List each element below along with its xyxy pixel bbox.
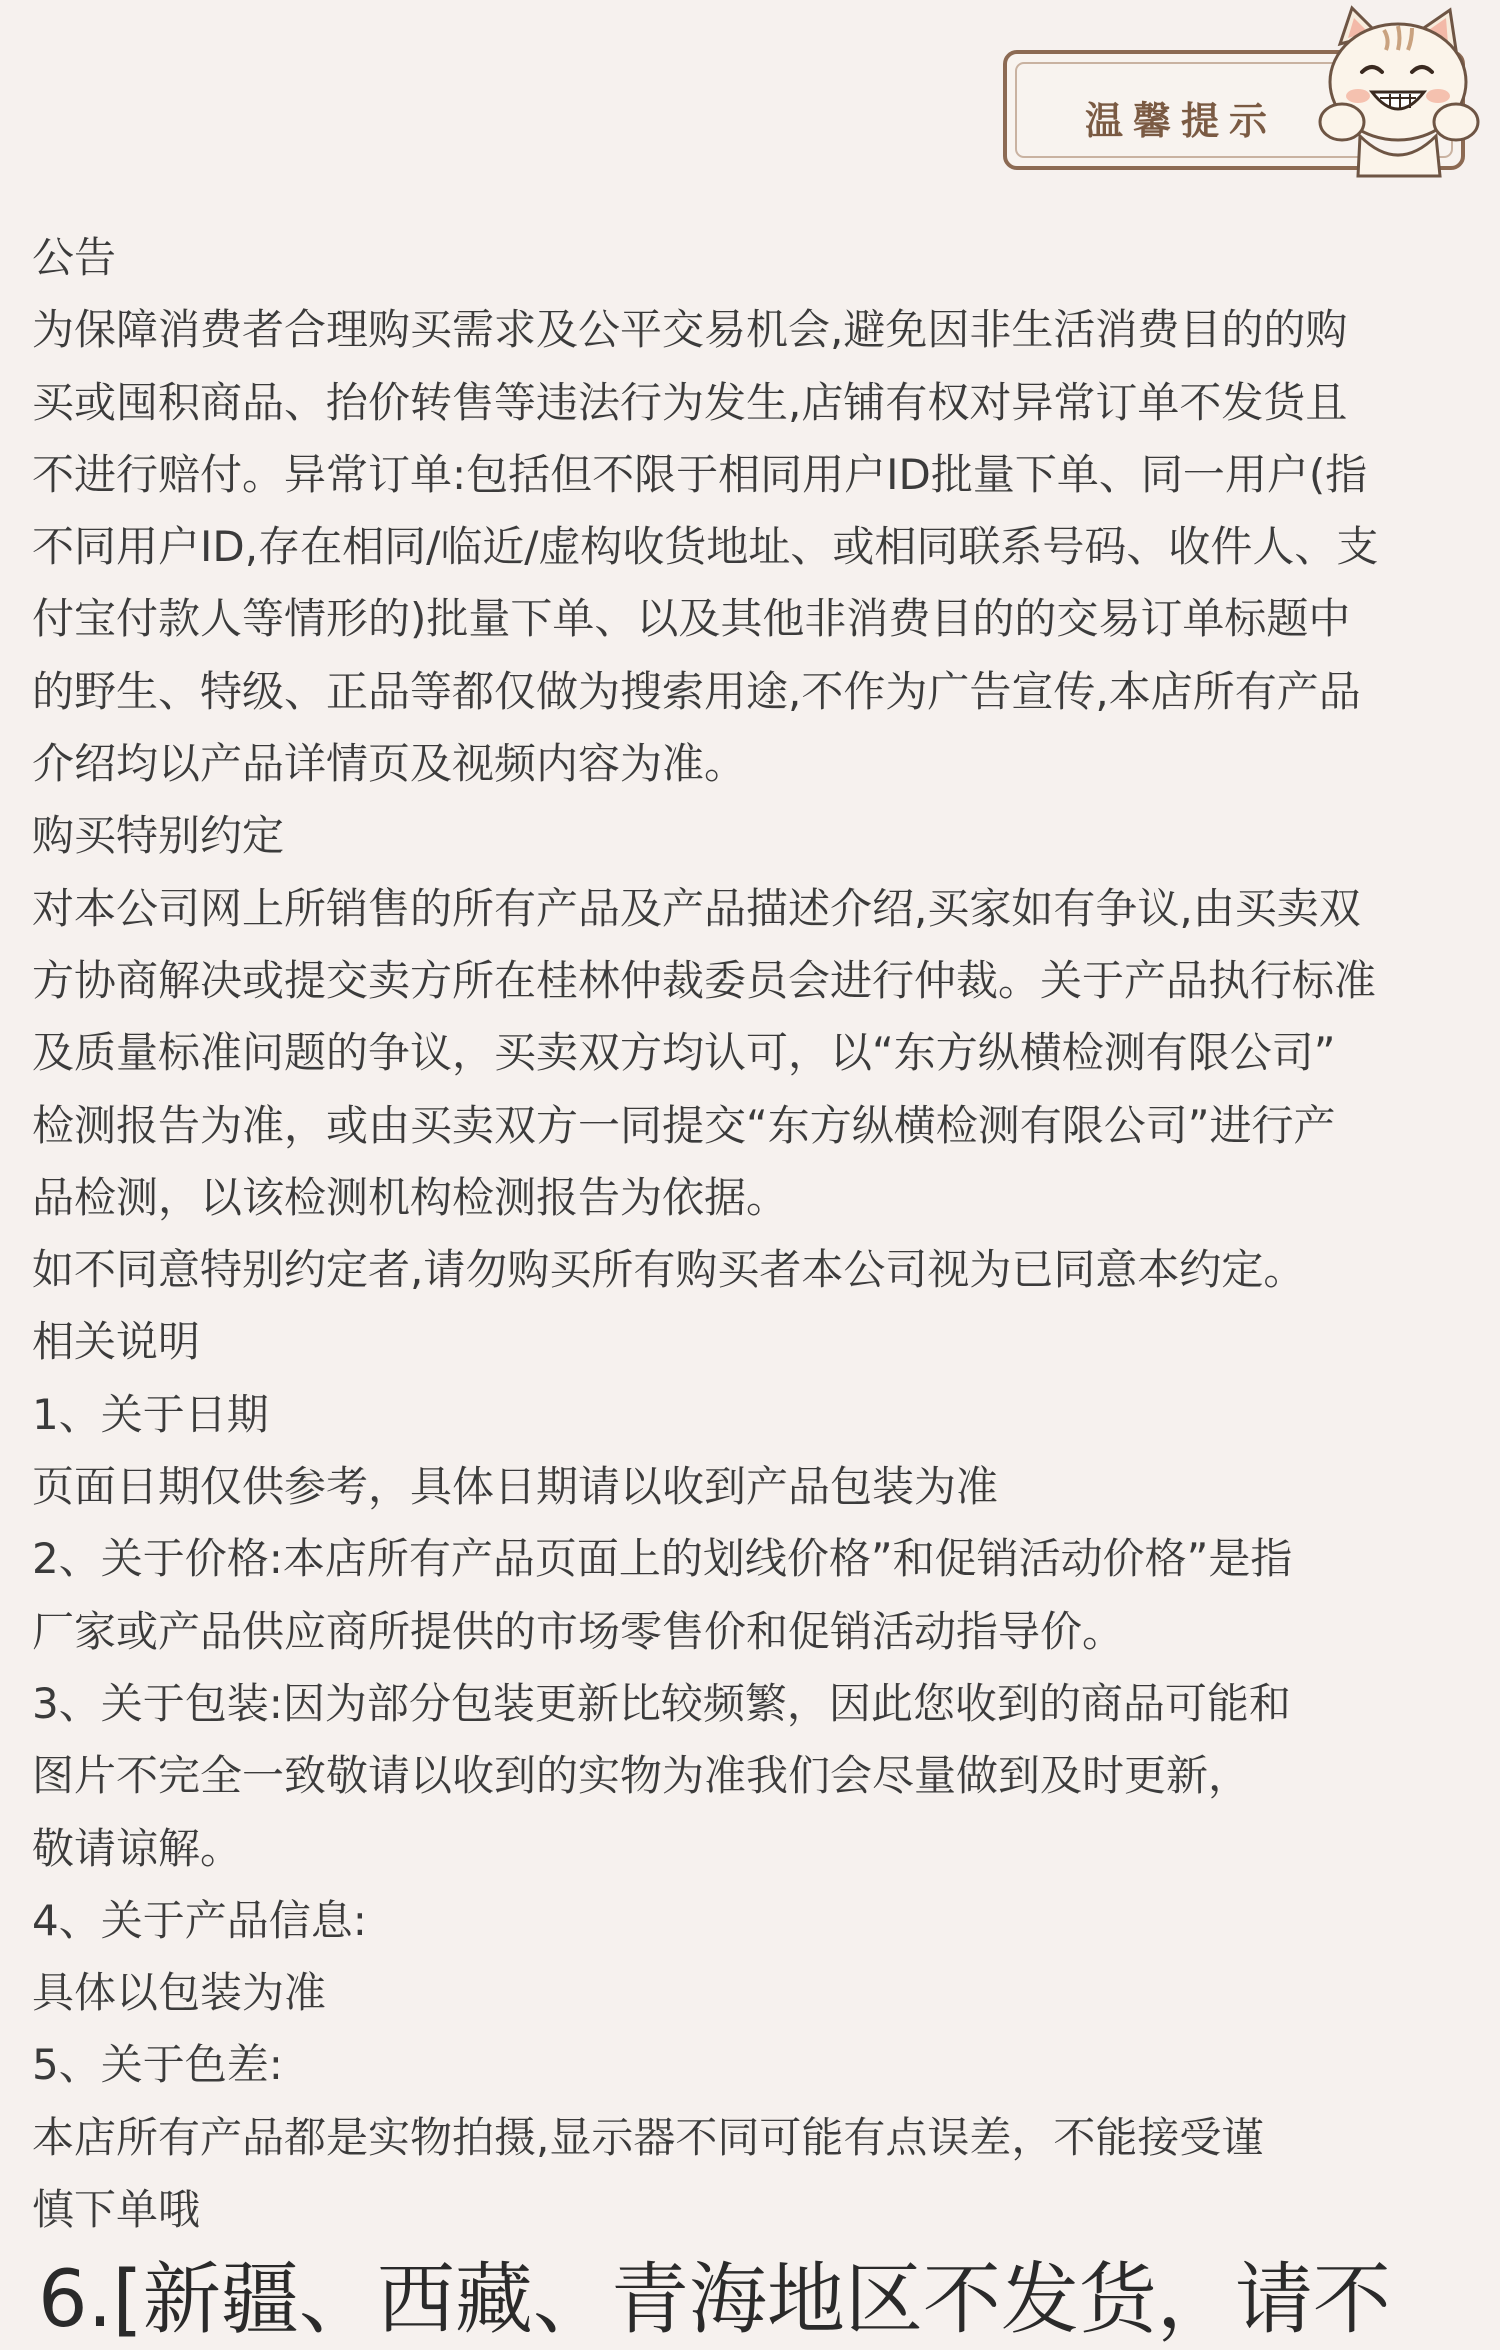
notice-line: 2、关于价格:本店所有产品页面上的划线价格”和促销活动价格”是指 — [32, 1534, 1293, 1584]
notice-line: 为保障消费者合理购买需求及公平交易机会,避免因非生活消费目的的购 — [32, 305, 1348, 355]
notice-line: 1、关于日期 — [32, 1389, 269, 1439]
notice-line: 买或囤积商品、抬价转售等违法行为发生,店铺有权对异常订单不发货且 — [32, 377, 1348, 427]
notice-line: 购买特别约定 — [32, 811, 285, 861]
shipping-restriction-heading: 6.[新疆、西藏、青海地区不发货，请不 — [38, 2255, 1391, 2345]
notice-line: 敬请谅解。 — [32, 1823, 243, 1873]
notice-line: 3、关于包装:因为部分包装更新比较频繁，因此您收到的商品可能和 — [32, 1678, 1291, 1728]
notice-line: 5、关于色差: — [32, 2040, 283, 2090]
notice-line: 本店所有产品都是实物拍摄,显示器不同可能有点误差，不能接受谨 — [32, 2112, 1264, 2162]
notice-line: 公告 — [32, 233, 117, 282]
notice-line: 检测报告为准，或由买卖双方一同提交“东方纵横检测有限公司”进行产 — [32, 1100, 1336, 1150]
notice-line: 不进行赔付。异常订单:包括但不限于相同用户ID批量下单、同一用户(指 — [32, 449, 1368, 499]
notice-line: 慎下单哦 — [32, 2185, 201, 2235]
notice-line: 厂家或产品供应商所提供的市场零售价和促销活动指导价。 — [32, 1606, 1125, 1656]
tip-badge-title: 温馨提示 — [1085, 99, 1278, 143]
notice-line: 页面日期仅供参考，具体日期请以收到产品包装为准 — [32, 1462, 999, 1512]
notice-line: 付宝付款人等情形的)批量下单、以及其他非消费目的的交易订单标题中 — [32, 594, 1351, 644]
notice-line: 4、关于产品信息: — [32, 1895, 367, 1945]
notice-line: 对本公司网上所销售的所有产品及产品描述介绍,买家如有争议,由买卖双 — [32, 883, 1361, 933]
notice-line: 的野生、特级、正品等都仅做为搜索用途,不作为广告宣传,本店所有产品 — [32, 666, 1361, 716]
notice-content — [32, 222, 1482, 2246]
notice-line: 介绍均以产品详情页及视频内容为准。 — [32, 739, 747, 789]
notice-line: 图片不完全一致敬请以收到的实物为准我们会尽量做到及时更新， — [32, 1751, 1251, 1801]
notice-line: 如不同意特别约定者,请勿购买所有购买者本公司视为已同意本约定。 — [32, 1245, 1306, 1295]
notice-line: 方协商解决或提交卖方所在桂林仲裁委员会进行仲裁。关于产品执行标准 — [32, 955, 1377, 1005]
notice-line: 品检测，以该检测机构检测报告为依据。 — [32, 1172, 789, 1222]
notice-line: 不同用户ID,存在相同/临近/虚构收货地址、或相同联系号码、收件人、支 — [32, 522, 1379, 572]
smiling-cat-icon — [1300, 4, 1490, 184]
notice-line: 相关说明 — [32, 1317, 201, 1367]
notice-line: 及质量标准问题的争议，买卖双方均认可，以“东方纵横检测有限公司” — [32, 1028, 1336, 1078]
notice-line: 具体以包装为准 — [32, 1968, 327, 2018]
